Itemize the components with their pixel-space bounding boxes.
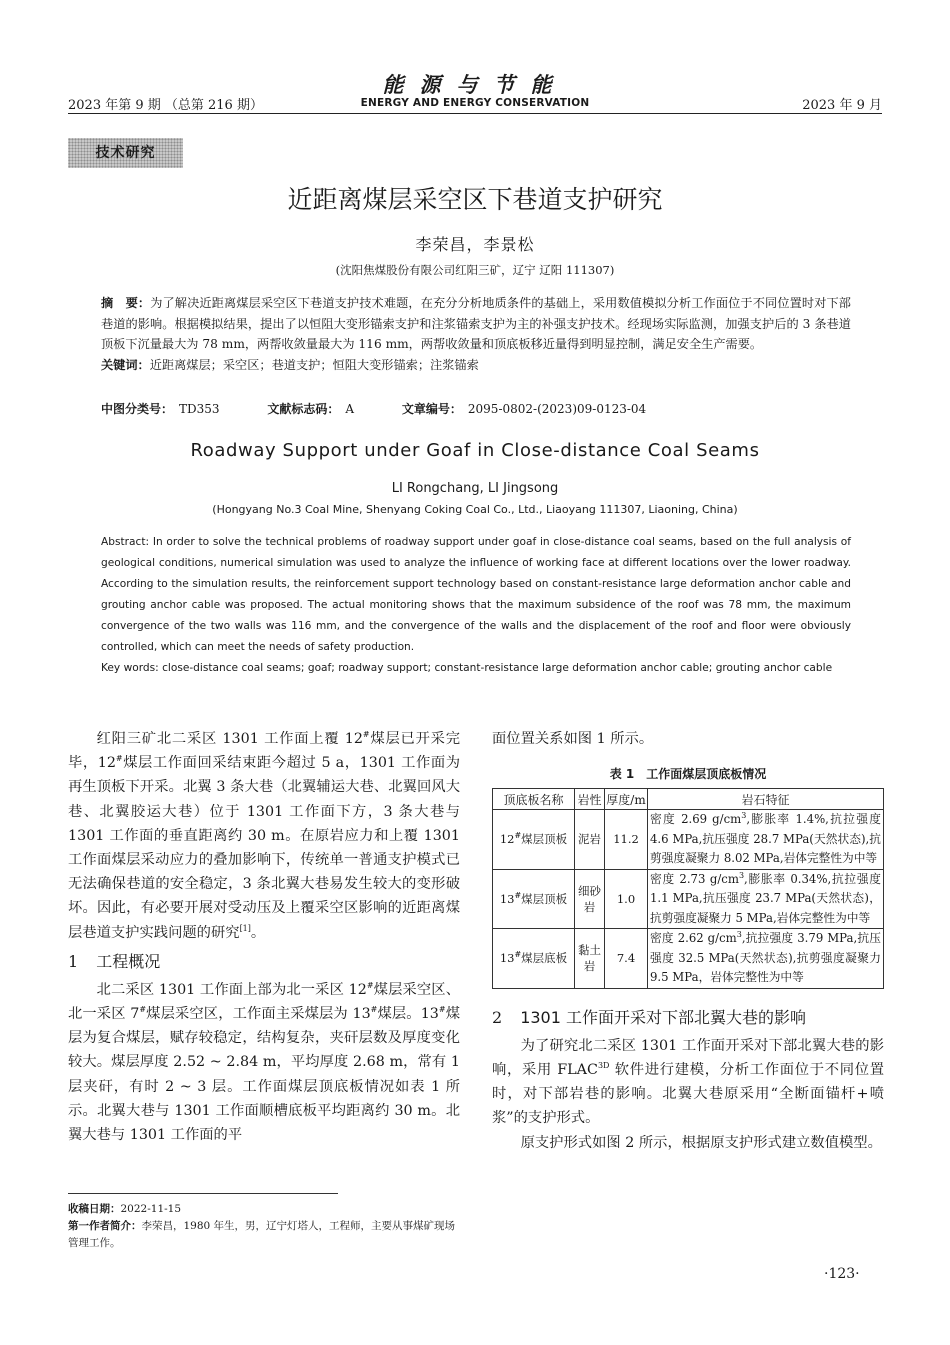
doc-code-label: 文献标志码：	[267, 402, 340, 416]
seam-mark: #	[366, 981, 374, 991]
authors-en: LI Rongchang, LI Jingsong	[391, 481, 559, 496]
table-header-cell: 岩性	[575, 789, 605, 810]
keywords-en-text: close-distance coal seams; goaf; roadway support; constant-resistance large deformation anchor cable; grouting anchor cable	[162, 662, 833, 674]
abstract-en	[101, 532, 851, 679]
s1-text-c: 煤层采空区，工作面主采煤层为 13	[146, 1006, 371, 1023]
issue-info: 2023 年第 9 期 （总第 216 期）	[68, 98, 263, 113]
section-tag: 技术研究	[68, 138, 183, 168]
table-cell-rock: 泥岩	[575, 810, 605, 870]
clc-label: 中图分类号：	[101, 402, 174, 416]
reference-mark: [1]	[239, 923, 251, 933]
flac-3d-mark: 3D	[597, 1061, 610, 1071]
received-value: 2022-11-15	[120, 1203, 182, 1215]
table-cell-feature	[648, 869, 884, 929]
abstract-cn-label: 摘 要：	[101, 296, 151, 310]
intro-text-a: 红阳三矿北二采区 1301 工作面上覆 12	[96, 731, 363, 747]
continued-paragraph: 面位置关系如图 1 所示。	[492, 731, 654, 747]
feature-text-a: 密度 2.69 g/cm	[650, 812, 742, 827]
abstract-cn	[101, 293, 851, 375]
table-header-cell: 岩石特征	[648, 789, 884, 810]
author-bio-text: 李荣昌，1980 年生，男，辽宁灯塔人，工程师，主要从事煤矿现场管理工作。	[68, 1220, 456, 1249]
seam-mark: #	[514, 950, 522, 960]
table-row	[493, 929, 884, 989]
intro-text-c: 煤层工作面回采结束距今超过 5 a，1301 工作面为再生顶板下开采。北翼 3 条大巷（北翼辅运大巷、北翼回风大巷、北翼胶运大巷）位于 1301 工作面下方，3 条大巷与 1301 工作面的垂直距离约 30 m。在原岩应力和上覆 1301 工作面煤层采动应力的叠加影响下，传统单一普通支护模式已无法确保巷道的安全稳定，3 条北翼大巷易发生较大的变形破坏。因此，有必要开展对受动压及上覆采空区影响的近距离煤层巷道支护实践问题的研究	[68, 755, 460, 941]
keywords-en-label: Key words:	[101, 662, 159, 674]
table-cell-rock: 细砂岩	[575, 869, 605, 929]
doc-code-value: A	[345, 402, 355, 416]
table-1-title: 表 1 工作面煤层顶底板情况	[609, 767, 767, 782]
table-header-row	[493, 789, 884, 810]
feature-text-b: ,膨胀率 0.34%,抗拉强度 1.1 MPa,抗压强度 23.7 MPa(天然状态)，抗剪强度凝聚力 5 MPa,岩体完整性为中等	[650, 871, 881, 925]
table-cell-feature	[648, 929, 884, 989]
article-no-label: 文章编号：	[401, 402, 462, 416]
issue-date: 2023 年 9 月	[802, 98, 882, 113]
seam-no: 13	[499, 891, 515, 906]
plate-name: 煤层顶板	[521, 891, 568, 906]
intro-text-end: 。	[250, 924, 266, 941]
page-number: ·123·	[824, 1266, 860, 1282]
paper-title-cn: 近距离煤层采空区下巷道支护研究	[287, 185, 663, 214]
received-date	[68, 1201, 460, 1218]
affiliation-en: (Hongyang No.3 Coal Mine, Shenyang Coking Coal Co., Ltd., Liaoyang 111307, Liaoning, China)	[212, 503, 738, 516]
abstract-cn-text: 为了解决近距离煤层采空区下巷道支护技术难题，在充分分析地质条件的基础上，采用数值模拟分析工作面位于不同位置时对下部巷道的影响。根据模拟结果，提出了以恒阻大变形锚索支护和注浆锚索支护为主的补强支护技术。经现场实际监测，加强支护后的 3 条巷道顶板下沉量最大为 78 mm，两帮收敛量最大为 116 mm，两帮收敛量和顶底板移近量得到明显控制，满足安全生产需要。	[101, 296, 851, 351]
section-1-title: 工程概况	[96, 951, 161, 971]
feature-text-b: ,膨胀率 1.4%,抗拉强度 4.6 MPa,抗压强度 28.7 MPa(天然状态),抗剪强度凝聚力 8.02 MPa,岩体完整性为中等	[650, 812, 881, 866]
table-cell-thickness: 7.4	[605, 929, 648, 989]
header-rule	[68, 113, 882, 114]
s1-text-e: 煤层为复合煤层，赋存较稳定，结构复杂，夹矸层数及厚度变化较大。煤层厚度 2.52 ~ 2.84 m，平均厚度 2.68 m，常有 1 层夹矸，有时 2 ~ 3 层。工作面煤层顶底板情况如表 1 所示。北翼大巷与 1301 工作面顺槽底板平均距离约 30 m。北翼大巷与 1301 工作面的平	[68, 1006, 460, 1144]
seam-no: 12	[499, 832, 515, 847]
section-1-number: 1	[68, 951, 79, 971]
article-no-value: 2095-0802-(2023)09-0123-04	[467, 402, 647, 416]
table-cell-name	[493, 929, 575, 989]
section-1-paragraph	[68, 978, 460, 1147]
paper-title-en: Roadway Support under Goaf in Close-distance Coal Seams	[190, 440, 760, 461]
plate-name: 煤层顶板	[521, 832, 568, 847]
journal-name-cn: 能源与节能	[382, 72, 568, 97]
clc-value: TD353	[179, 402, 220, 416]
received-label: 收稿日期：	[68, 1203, 121, 1215]
table-1	[492, 788, 884, 989]
table-cell-rock: 黏土岩	[575, 929, 605, 989]
table-cell-feature	[648, 810, 884, 870]
footnote	[68, 1201, 460, 1252]
seam-mark: #	[115, 754, 123, 764]
seam-mark: #	[370, 1005, 378, 1015]
body-left-column	[68, 727, 460, 1147]
keywords-cn-label: 关键词：	[101, 357, 150, 372]
footnote-rule	[68, 1193, 338, 1194]
section-2-paragraph	[492, 1034, 884, 1131]
table-cell-thickness: 1.0	[605, 869, 648, 929]
authors-cn: 李荣昌，李景松	[415, 235, 535, 254]
article-meta	[101, 400, 851, 417]
seam-no: 13	[499, 951, 515, 966]
feature-text-b: ,抗拉强度 3.79 MPa,抗压强度 32.5 MPa(天然状态),抗剪强度凝聚力 9.5 MPa，岩体完整性为中等	[650, 931, 881, 985]
author-bio-label: 第一作者简介：	[68, 1220, 142, 1232]
table-cell-name	[493, 810, 575, 870]
body-right-column	[492, 727, 884, 1155]
plate-name: 煤层底板	[521, 951, 568, 966]
intro-paragraph	[68, 727, 460, 945]
table-cell-thickness: 11.2	[605, 810, 648, 870]
cube-mark: 3	[741, 811, 747, 821]
s2-text-b: 软件进行建模，分析工作面位于不同位置时，对下部岩巷的影响。北翼大巷原采用“全断面锚杆+喷浆”的支护形式。	[492, 1061, 884, 1127]
seam-mark: #	[438, 1005, 446, 1015]
s1-text-d: 煤层。13	[377, 1006, 439, 1023]
seam-mark: #	[139, 1005, 147, 1015]
intro-text-b: 煤层已开采完毕，12	[68, 731, 460, 772]
cube-mark: 3	[736, 930, 742, 940]
seam-mark: #	[362, 730, 370, 740]
section-2-number: 2	[492, 1007, 503, 1027]
affiliation-cn: (沈阳焦煤股份有限公司红阳三矿，辽宁 辽阳 111307)	[335, 263, 615, 277]
section-2-title: 1301 工作面开采对下部北翼大巷的影响	[520, 1007, 806, 1027]
table-cell-name	[493, 869, 575, 929]
s2-text-a: 为了研究北二采区 1301 工作面开采对下部北翼大巷的影响，采用 FLAC	[492, 1037, 884, 1078]
section-1-heading	[68, 949, 460, 972]
keywords-cn-text: 近距离煤层；采空区；巷道支护；恒阻大变形锚索；注浆锚索	[149, 357, 479, 372]
abstract-en-text: In order to solve the technical problems of roadway support under goaf in close-distance coal seams, based on the full analysis of geological conditions, numerical simulation was used to analyze the influence of working face at different locations over the lower roadway. According to the simulation results, the reinforcement support technology based on constant-resistance large deformation anchor cable and grouting anchor cable was proposed. The actual monitoring shows that the maximum subsidence of the roof was 78 mm, the maximum convergence of the two walls was 116 mm, and the convergence of the walls and the displacement of the roof and floor were obviously controlled, which can meet the needs of safety production.	[101, 536, 851, 653]
section-2-heading	[492, 1005, 884, 1028]
feature-text-a: 密度 2.62 g/cm	[650, 931, 737, 946]
seam-mark: #	[514, 891, 522, 901]
abstract-en-label: Abstract:	[101, 536, 150, 548]
cube-mark: 3	[738, 870, 745, 880]
section-2-paragraph-2: 原支护形式如图 2 所示，根据原支护形式建立数值模型。	[520, 1134, 882, 1151]
s1-text-b: 煤层采空区、北一采区 7	[68, 981, 460, 1023]
table-header-cell: 厚度/m	[605, 789, 648, 810]
table-header-cell: 顶底板名称	[493, 789, 575, 810]
table-row	[493, 810, 884, 870]
feature-text-a: 密度 2.73 g/cm	[650, 871, 739, 886]
seam-mark: #	[514, 831, 522, 841]
s1-text-a: 北二采区 1301 工作面上部为北一采区 12	[96, 981, 367, 998]
journal-name-en: ENERGY AND ENERGY CONSERVATION	[360, 97, 590, 109]
author-bio	[68, 1218, 460, 1252]
table-row	[493, 869, 884, 929]
